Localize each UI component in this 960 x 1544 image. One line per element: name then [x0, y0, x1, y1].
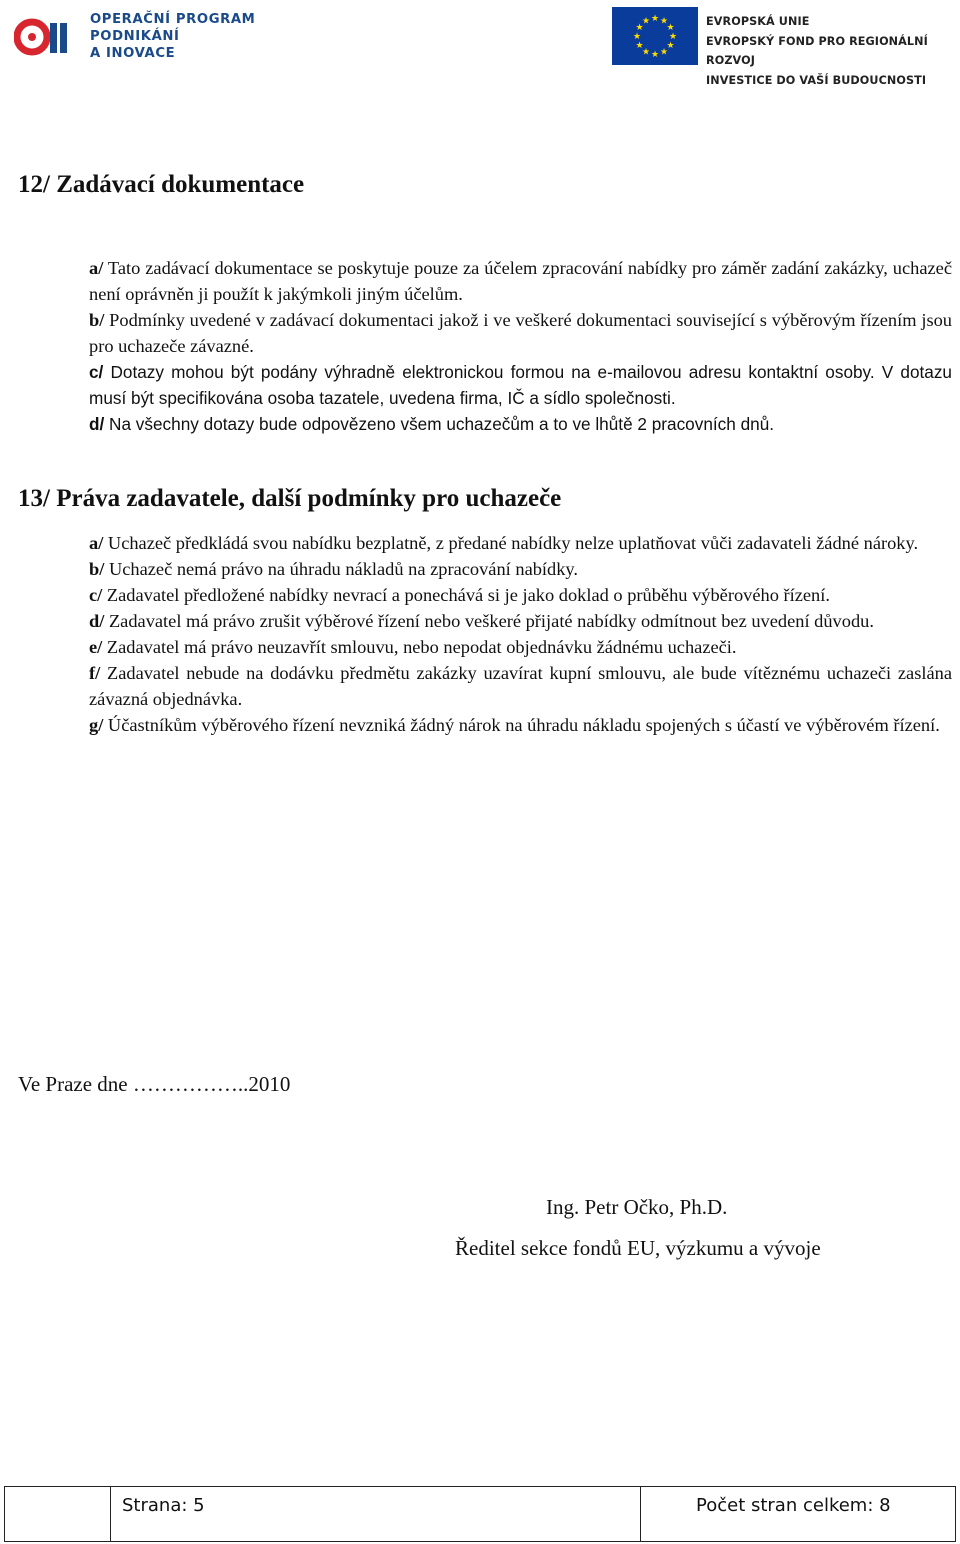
section-13-item-f [89, 660, 952, 712]
eu-line-2: EVROPSKÝ FOND PRO REGIONÁLNÍ ROZVOJ [706, 34, 928, 67]
page-footer [4, 1486, 956, 1542]
section-12-item-b [89, 307, 952, 359]
item-text: Zadavatel má právo zrušit výběrové řízení nebo veškeré přijaté nabídky odmítnout bez uvedení důvodu. [104, 611, 874, 631]
section-12-item-c [89, 359, 952, 411]
signer-title: Ředitel sekce fondů EU, výzkumu a vývoje [455, 1236, 821, 1260]
section-13-item-d [89, 608, 952, 634]
item-text: Podmínky uvedené v zadávací dokumentaci jakož i ve veškeré dokumentaci související s výběrovým řízením jsou pro uchazeče závazné. [89, 310, 952, 356]
footer-page-number: Strana: 5 [122, 1495, 205, 1516]
item-label: c/ [89, 585, 103, 605]
section-13-item-b [89, 556, 952, 582]
signer-name: Ing. Petr Očko, Ph.D. [546, 1195, 728, 1219]
section-13-heading: 13/ Práva zadavatele, další podmínky pro uchazeče [18, 485, 562, 512]
svg-text:★: ★ [668, 32, 678, 42]
eu-line-3: INVESTICE DO VAŠÍ BUDOUCNOSTI [706, 73, 927, 87]
section-13-item-e [89, 634, 952, 660]
section-12-item-a [89, 255, 952, 307]
svg-text:★: ★ [666, 23, 675, 33]
svg-text:★: ★ [641, 16, 651, 27]
opi-line-3: A INOVACE [90, 46, 176, 61]
opi-line-2: PODNIKÁNÍ [90, 29, 180, 44]
footer-blank-cell [5, 1487, 111, 1541]
section-13-item-a [89, 530, 952, 556]
item-text: Zadavatel předložené nabídky nevrací a ponechává si je jako doklad o průběhu výběrového řízení. [102, 585, 830, 605]
item-label: b/ [89, 310, 105, 330]
opi-logo-icon [14, 9, 70, 65]
opi-logo-text [90, 11, 255, 62]
svg-text:★: ★ [635, 41, 644, 51]
item-label: c/ [89, 362, 104, 382]
eu-logo-text [706, 12, 960, 90]
opi-line-1: OPERAČNÍ PROGRAM [90, 12, 256, 27]
item-text: Zadavatel má právo neuzavřít smlouvu, nebo nepodat objednávku žádnému uchazeči. [102, 637, 737, 657]
section-13-item-g [89, 712, 952, 738]
svg-text:★: ★ [659, 47, 669, 58]
item-label: g/ [89, 715, 104, 735]
page-header [0, 0, 960, 87]
svg-text:★: ★ [666, 41, 675, 51]
section-12-heading: 12/ Zadávací dokumentace [18, 171, 305, 198]
item-label: d/ [89, 611, 105, 631]
item-text: Uchazeč nemá právo na úhradu nákladů na zpracování nabídky. [104, 559, 579, 579]
section-12-body [89, 255, 952, 437]
item-label: f/ [89, 663, 101, 683]
svg-text:★: ★ [650, 14, 660, 24]
item-text: Uchazeč předkládá svou nabídku bezplatně, z předané nabídky nelze uplatňovat vůči zadavateli žádné nároky. [103, 533, 919, 553]
section-13-item-c [89, 582, 952, 608]
date-line: Ve Praze dne ……………..2010 [18, 1072, 291, 1096]
section-13-body [89, 530, 952, 738]
footer-total-pages: Počet stran celkem: 8 [696, 1495, 891, 1516]
item-text: Tato zadávací dokumentace se poskytuje pouze za účelem zpracování nabídky pro záměr zadání zakázky, uchazeč není oprávněn ji použít k jakýmkoli jiným účelům. [89, 258, 952, 304]
section-12-item-d [89, 411, 952, 437]
item-text: Účastníkům výběrového řízení nevzniká žádný nárok na úhradu nákladu spojených s účastí ve výběrovém řízení. [103, 715, 940, 735]
svg-text:★: ★ [641, 47, 651, 58]
svg-text:★: ★ [635, 23, 644, 33]
item-text: Na všechny dotazy bude odpovězeno všem uchazečům a to ve lhůtě 2 pracovních dnů. [104, 414, 775, 434]
item-label: b/ [89, 559, 105, 579]
item-text: Zadavatel nebude na dodávku předmětu zakázky uzavírat kupní smlouvu, ale bude vítěznému uchazeči zaslána závazná objednávka. [89, 663, 952, 709]
item-label: a/ [89, 533, 104, 553]
item-label: a/ [89, 258, 104, 278]
eu-line-1: EVROPSKÁ UNIE [706, 15, 810, 28]
eu-flag-icon [612, 7, 698, 65]
svg-text:★: ★ [650, 50, 660, 60]
item-label: d/ [89, 414, 105, 434]
item-text: Dotazy mohou být podány výhradně elektronickou formou na e-mailovou adresu kontaktní osoby. V dotazu musí být specifikována osoba tazatele, uvedena firma, IČ a sídlo společnosti. [89, 362, 952, 408]
svg-text:★: ★ [632, 32, 642, 42]
item-label: e/ [89, 637, 103, 657]
svg-text:★: ★ [659, 16, 669, 27]
